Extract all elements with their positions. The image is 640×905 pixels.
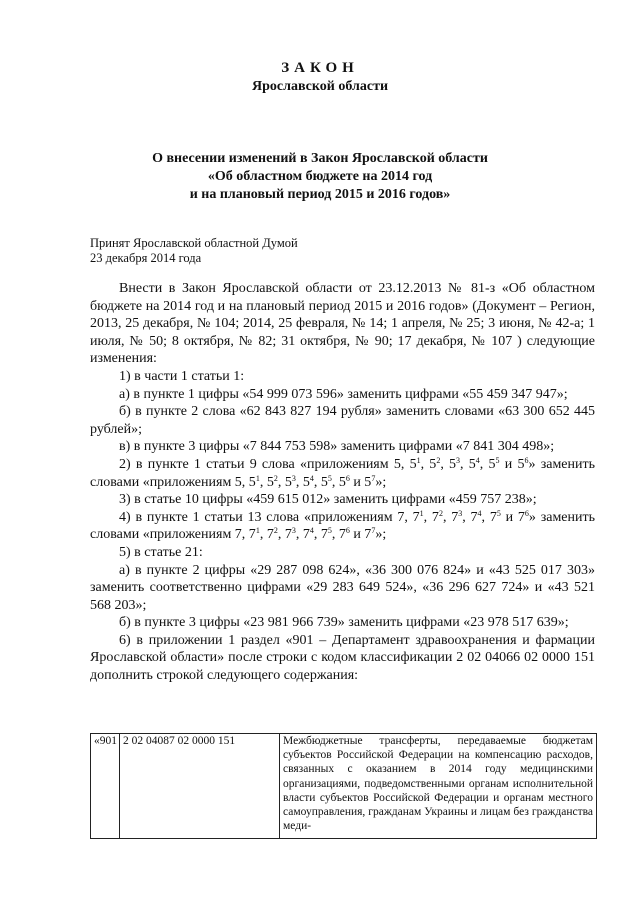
law-body (90, 280, 595, 685)
table-cell-code-classification: 2 02 04087 02 0000 151 (120, 734, 280, 839)
adoption-body: Принят Ярославской областной Думой (90, 236, 298, 250)
table-cell-code-admin: «901 (91, 734, 120, 839)
intro-paragraph: Внести в Закон Ярославской области от 23.12.2013 № 81-з «Об областном бюджете на 2014 год и на плановый период 2015 и 2016 годов» (Документ – Регион, 2013, 25 декабря, № 104; 2014, 25 февраля, № 14; 1 апреля, № 25; 3 июня, № 42-а; 1 июля, № 50; 8 октября, № 82; 31 октября, № 90; 17 декабря, № 107 ) следующие изменения: (90, 281, 595, 367)
law-title: ЗАКОН (281, 60, 359, 76)
item-5a: а) в пункте 2 цифры «29 287 098 624», «36 300 076 824» и «43 525 017 303» заменить соответственно цифрами «29 283 649 524», «36 296 627 724» и «43 521 568 203»; (90, 562, 595, 613)
law-subject-line-2: «Об областном бюджете на 2014 год (207, 169, 433, 184)
adoption-date: 23 декабря 2014 года (90, 251, 202, 265)
adoption-note (90, 236, 298, 266)
item-1c: в) в пункте 3 цифры «7 844 753 598» заменить цифрами «7 841 304 498»; (119, 439, 555, 455)
item-3: 3) в статье 10 цифры «459 615 012» заменить цифрами «459 757 238»; (119, 492, 537, 508)
law-region: Ярославской области (251, 79, 389, 94)
item-1: 1) в части 1 статьи 1: (119, 368, 245, 384)
table-cell-description: Межбюджетные трансферты, передаваемые бюджетам субъектов Российской Федерации на компенсацию расходов, связанных с оказанием в 2014 году медицинскими организациями, подведомственными органам исполнительной власти субъектов Российской Федерации и органам местного самоуправления, гражданам Украины и лицам без гражданства меди- (280, 734, 597, 839)
table-row (91, 734, 597, 839)
law-subject-line-1: О внесении изменений в Закон Ярославской области (152, 151, 488, 166)
item-5b: б) в пункте 3 цифры «23 981 966 739» заменить цифрами «23 978 517 639»; (119, 615, 569, 631)
law-subject-line-3: и на плановый период 2015 и 2016 годов» (189, 187, 451, 202)
item-4: 4) в пункте 1 статьи 13 слова «приложениям 7, $7^1$, $7^2$, $7^3$, $7^4$, $7^5$ и $7^6$» заменить словами «приложениям 7, $7^1$, $7^2$, $7^3$, $7^4$, $7^5$, $7^6$ и $7^7$»; (90, 508, 596, 543)
classification-table (90, 733, 597, 839)
item-5: 5) в статье 21: (119, 544, 203, 560)
item-6: 6) в приложении 1 раздел «901 – Департамент здравоохранения и фармации Ярославской области» после строки с кодом классификации 2 02 04066 02 0000 151 дополнить строкой следующего содержания: (90, 632, 595, 684)
item-1b: б) в пункте 2 слова «62 843 827 194 рубля» заменить словами «63 300 652 445 рублей»; (90, 404, 595, 437)
item-1a: а) в пункте 1 цифры «54 999 073 596» заменить цифрами «55 459 347 947»; (119, 386, 568, 402)
law-subject (0, 150, 640, 204)
item-2: 2) в пункте 1 статьи 9 слова «приложениям 5, $5^1$, $5^2$, $5^3$, $5^4$, $5^5$ и $5^6$» заменить словами «приложениям 5, $5^1$, $5^2$, $5^3$, $5^4$, $5^5$, $5^6$ и $5^7$»; (90, 455, 596, 490)
